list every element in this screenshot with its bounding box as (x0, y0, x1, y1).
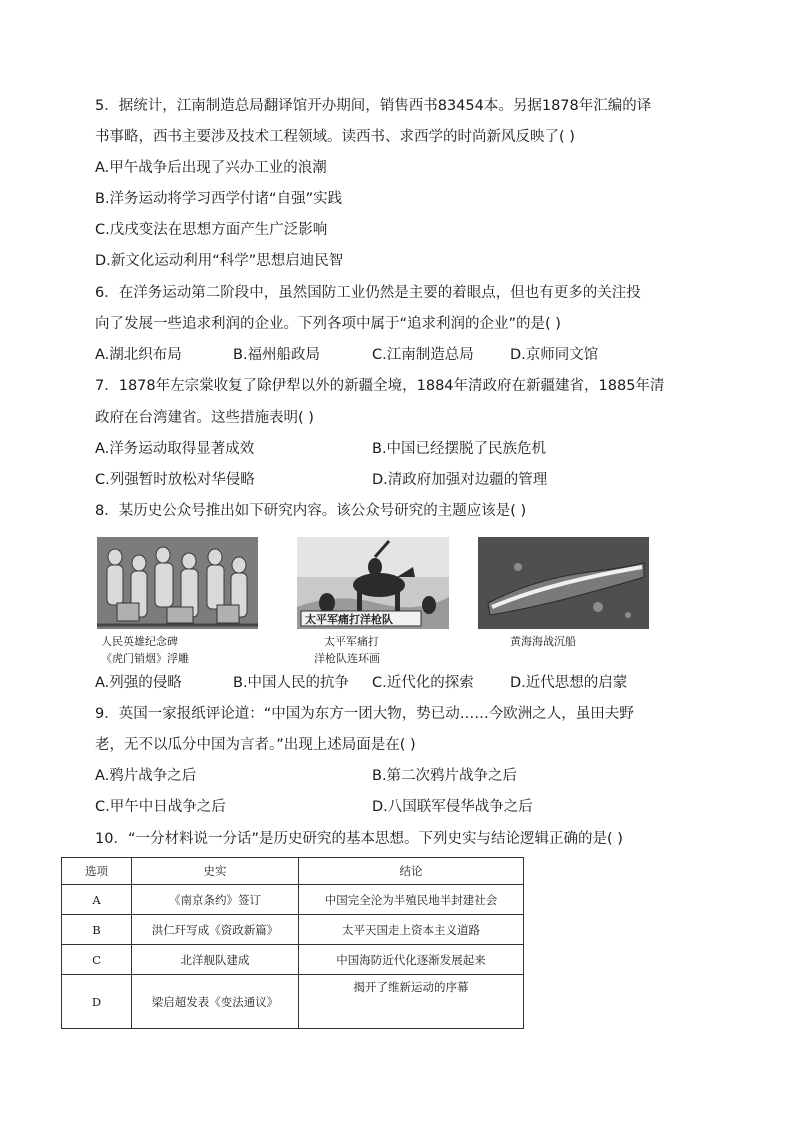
q7-option-b[interactable]: B.中国已经摆脱了民族危机 (372, 441, 547, 457)
table-header-conclusion: 结论 (299, 858, 524, 885)
history-table (61, 857, 524, 1029)
q8-option-a[interactable]: A.列强的侵略 (95, 675, 182, 691)
q8-option-b[interactable]: B.中国人民的抗争 (233, 675, 350, 691)
table-header-row (62, 858, 524, 885)
table-cell-conclusion: 中国海防近代化逐渐发展起来 (299, 945, 524, 975)
relief-caption-line1: 人民英雄纪念碑 (101, 635, 178, 648)
q8-option-c[interactable]: C.近代化的探索 (372, 675, 474, 691)
table-cell-fact: 梁启超发表《变法通议》 (132, 975, 299, 1029)
shipwreck-caption: 黄海海战沉船 (510, 635, 576, 648)
q6-option-a[interactable]: A.湖北织布局 (95, 347, 182, 363)
q6-option-c[interactable]: C.江南制造总局 (372, 347, 474, 363)
q5-option-b[interactable]: B.洋务运动将学习西学付诸“自强”实践 (95, 191, 343, 207)
q7-stem-line2: 政府在台湾建省。这些措施表明( ) (95, 410, 314, 426)
q6-stem-line2: 向了发展一些追求利润的企业。下列各项中属于“追求利润的企业”的是( ) (95, 316, 561, 332)
table-cell-option: C (62, 945, 132, 975)
q10-stem: 10．“一分材料说一分话”是历史研究的基本思想。下列史实与结论逻辑正确的是( ) (95, 831, 623, 847)
table-row (62, 915, 524, 945)
comic-caption-line2: 洋枪队连环画 (314, 652, 380, 665)
table-cell-fact: 洪仁玕写成《资政新篇》 (132, 915, 299, 945)
comic-overlay-title: 太平军痛打洋枪队 (305, 613, 393, 626)
table-cell-option: B (62, 915, 132, 945)
q5-option-c[interactable]: C.戊戌变法在思想方面产生广泛影响 (95, 222, 328, 238)
q6-option-b[interactable]: B.福州船政局 (233, 347, 321, 363)
comic-caption-line1: 太平军痛打 (324, 635, 379, 648)
q8-stem: 8．某历史公众号推出如下研究内容。该公众号研究的主题应该是( ) (95, 503, 527, 519)
q5-option-d[interactable]: D.新文化运动利用“科学”思想启迪民智 (95, 253, 344, 269)
table-cell-fact: 《南京条约》签订 (132, 885, 299, 915)
q8-option-d[interactable]: D.近代思想的启蒙 (510, 675, 628, 691)
relief-caption-line2: 《虎门销烟》浮雕 (101, 652, 189, 665)
q6-stem-line1: 6．在洋务运动第二阶段中，虽然国防工业仍然是主要的着眼点，但也有更多的关注投 (95, 285, 641, 301)
table-cell-option: D (62, 975, 132, 1029)
q9-stem-line1: 9．英国一家报纸评论道：“中国为东方一团大物，势已动……今欧洲之人，虽田夫野 (95, 706, 634, 722)
q9-option-a[interactable]: A.鸦片战争之后 (95, 768, 197, 784)
table-row (62, 975, 524, 1029)
relief-sculpture-image (97, 537, 258, 629)
table-cell-conclusion: 太平天国走上资本主义道路 (299, 915, 524, 945)
table-cell-option: A (62, 885, 132, 915)
q5-stem-line2: 书事略，西书主要涉及技术工程领域。读西书、求西学的时尚新风反映了( ) (95, 129, 575, 145)
q9-option-d[interactable]: D.八国联军侵华战争之后 (372, 799, 533, 815)
table-row (62, 945, 524, 975)
q9-option-b[interactable]: B.第二次鸦片战争之后 (372, 768, 518, 784)
q7-option-a[interactable]: A.洋务运动取得显著成效 (95, 441, 255, 457)
table-header-option: 选项 (62, 858, 132, 885)
q5-option-a[interactable]: A.甲午战争后出现了兴办工业的浪潮 (95, 160, 327, 176)
q7-stem-line1: 7．1878年左宗棠收复了除伊犁以外的新疆全境，1884年清政府在新疆建省，1885年清 (95, 378, 665, 394)
shipwreck-image (478, 537, 649, 629)
taiping-comic-image (297, 537, 449, 629)
q9-stem-line2: 老，无不以瓜分中国为言者。”出现上述局面是在( ) (95, 737, 416, 753)
q7-option-d[interactable]: D.清政府加强对边疆的管理 (372, 472, 548, 488)
q9-option-c[interactable]: C.甲午中日战争之后 (95, 799, 226, 815)
table-header-fact: 史实 (132, 858, 299, 885)
q6-option-d[interactable]: D.京师同文馆 (510, 347, 599, 363)
table-cell-conclusion: 中国完全沦为半殖民地半封建社会 (299, 885, 524, 915)
table-row (62, 885, 524, 915)
table-cell-conclusion: 揭开了维新运动的序幕 (299, 975, 524, 1029)
q5-stem-line1: 5．据统计，江南制造总局翻译馆开办期间，销售西书83454本。另据1878年汇编的译 (95, 98, 652, 114)
table-cell-fact: 北洋舰队建成 (132, 945, 299, 975)
q7-option-c[interactable]: C.列强暂时放松对华侵略 (95, 472, 255, 488)
